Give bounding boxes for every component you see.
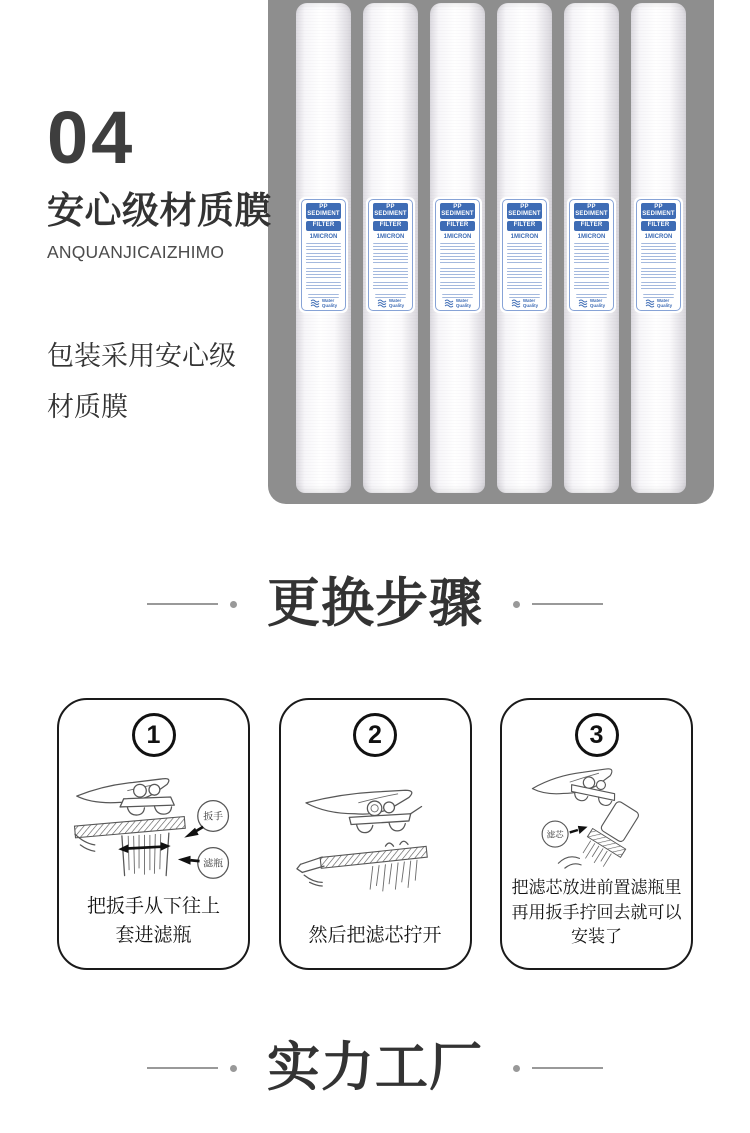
- label-brand-row: [310, 298, 337, 308]
- label-band-pp-sediment: PP SEDIMENT: [574, 203, 609, 219]
- label-fineprint: [373, 253, 407, 265]
- callout-bottle-label: 滤瓶: [203, 858, 224, 870]
- label-band-filter: FILTER: [440, 221, 475, 231]
- caption-line: 再用扳手拧回去就可以: [511, 902, 682, 922]
- label-micron: 1MICRON: [309, 233, 338, 240]
- label-fineprint: [375, 294, 406, 298]
- filter-label-inner: [569, 199, 614, 311]
- filter-label: [433, 197, 482, 313]
- label-band-filter: FILTER: [507, 221, 542, 231]
- label-fineprint: [440, 253, 474, 265]
- heading-line-right: [532, 1067, 603, 1069]
- label-fineprint: [442, 294, 473, 298]
- brand-line-1: Water: [656, 297, 670, 303]
- brand-line-2: Quality: [455, 302, 472, 308]
- label-brand-text: [322, 298, 337, 308]
- label-fineprint: [641, 282, 675, 290]
- filter-label: [567, 197, 616, 313]
- label-band-pp-sediment: PP SEDIMENT: [440, 203, 475, 219]
- label-fineprint: [507, 243, 541, 250]
- filter-label: [500, 197, 549, 313]
- label-fineprint: [373, 268, 407, 279]
- heading-dot-right: [513, 601, 520, 608]
- label-band-pp-sediment: PP SEDIMENT: [306, 203, 341, 219]
- callout-cartridge-label: 滤芯: [546, 828, 564, 839]
- steps-row: [57, 698, 693, 970]
- water-quality-logo-icon: [444, 298, 454, 308]
- heading-dot-right: [513, 1065, 520, 1072]
- label-micron: 1MICRON: [443, 233, 472, 240]
- factory-section-heading: [0, 1038, 750, 1099]
- caption-line: 安装了: [571, 927, 622, 947]
- label-brand-text: [456, 298, 471, 308]
- brand-line-1: Water: [455, 297, 469, 303]
- label-fineprint: [373, 243, 407, 250]
- brand-line-1: Water: [321, 297, 335, 303]
- section-number: 04: [47, 96, 136, 179]
- section-intro: [47, 96, 282, 434]
- label-fineprint: [574, 268, 608, 279]
- step-card-2: [279, 698, 472, 970]
- label-fineprint: [306, 282, 340, 290]
- label-brand-row: [444, 298, 471, 308]
- label-fineprint: [373, 282, 407, 290]
- filter-label-inner: [502, 199, 547, 311]
- step-1-caption: [87, 893, 220, 950]
- label-fineprint: [440, 282, 474, 290]
- label-fineprint: [507, 282, 541, 290]
- filter-label-inner: [301, 199, 346, 311]
- label-brand-text: [590, 298, 605, 308]
- steps-heading-text: 更换步骤: [267, 574, 483, 633]
- water-quality-logo-icon: [578, 298, 588, 308]
- section-subtitle-pinyin: ANQUANJICAIZHIMO: [47, 242, 225, 262]
- label-band-pp-sediment: PP SEDIMENT: [641, 203, 676, 219]
- label-fineprint: [574, 253, 608, 265]
- filter-cartridge: [363, 3, 418, 493]
- step-card-3: [500, 698, 693, 970]
- caption-line: 套进滤瓶: [115, 924, 192, 946]
- heading-line-left: [147, 603, 218, 605]
- brand-line-2: Quality: [321, 302, 338, 308]
- label-fineprint: [306, 243, 340, 250]
- heading-line-left: [147, 1067, 218, 1069]
- label-brand-row: [645, 298, 672, 308]
- label-fineprint: [308, 294, 339, 298]
- label-fineprint: [574, 243, 608, 250]
- step-number-badge: 1: [132, 713, 176, 757]
- label-band-filter: FILTER: [641, 221, 676, 231]
- section-description: [47, 331, 282, 434]
- brand-line-2: Quality: [656, 302, 673, 308]
- filter-label-inner: [368, 199, 413, 311]
- section-title: 安心级材质膜: [47, 190, 272, 231]
- step-1-illustration: [65, 757, 242, 893]
- heading-dot-left: [230, 1065, 237, 1072]
- label-fineprint: [643, 294, 674, 298]
- label-brand-row: [377, 298, 404, 308]
- filter-label-inner: [636, 199, 681, 311]
- step-2-caption: [308, 922, 441, 951]
- label-fineprint: [507, 253, 541, 265]
- brand-line-1: Water: [388, 297, 402, 303]
- label-band-pp-sediment: PP SEDIMENT: [507, 203, 542, 219]
- label-micron: 1MICRON: [376, 233, 405, 240]
- water-quality-logo-icon: [645, 298, 655, 308]
- step-3-caption: [512, 876, 682, 950]
- caption-line: 把扳手从下往上: [86, 896, 220, 917]
- water-quality-logo-icon: [377, 298, 387, 308]
- water-quality-logo-icon: [310, 298, 320, 308]
- steps-section-heading: [0, 574, 750, 635]
- factory-heading-text: 实力工厂: [267, 1038, 483, 1097]
- label-band-filter: FILTER: [373, 221, 408, 231]
- label-band-filter: FILTER: [574, 221, 609, 231]
- label-band-pp-sediment: PP SEDIMENT: [373, 203, 408, 219]
- filter-label: [299, 197, 348, 313]
- water-quality-logo-icon: [511, 298, 521, 308]
- filter-cartridge: [430, 3, 485, 493]
- product-photo-panel: [268, 0, 714, 504]
- label-micron: 1MICRON: [644, 233, 673, 240]
- step-card-1: [57, 698, 250, 970]
- label-band-filter: FILTER: [306, 221, 341, 231]
- filter-label: [634, 197, 683, 313]
- label-fineprint: [576, 294, 607, 298]
- caption-line: 然后把滤芯拧开: [308, 924, 442, 946]
- callout-wrench-label: 扳手: [203, 811, 224, 823]
- heading-line-right: [532, 603, 603, 605]
- label-brand-row: [511, 298, 538, 308]
- brand-line-2: Quality: [522, 302, 539, 308]
- label-fineprint: [440, 243, 474, 250]
- filter-cartridge: [296, 3, 351, 493]
- caption-line: 把滤芯放进前置滤瓶里: [511, 878, 682, 898]
- filter-label: [366, 197, 415, 313]
- label-fineprint: [306, 268, 340, 279]
- filter-cartridge: [631, 3, 686, 493]
- label-fineprint: [574, 282, 608, 290]
- heading-dot-left: [230, 601, 237, 608]
- description-line: 材质膜: [47, 392, 128, 423]
- label-fineprint: [641, 253, 675, 265]
- label-fineprint: [509, 294, 540, 298]
- step-2-illustration: [287, 757, 464, 922]
- label-fineprint: [507, 268, 541, 279]
- label-fineprint: [306, 253, 340, 265]
- filter-cartridge: [497, 3, 552, 493]
- step-number-badge: 2: [353, 713, 397, 757]
- label-fineprint: [641, 243, 675, 250]
- brand-line-1: Water: [589, 297, 603, 303]
- brand-line-2: Quality: [589, 302, 606, 308]
- step-number-badge: 3: [575, 713, 619, 757]
- label-micron: 1MICRON: [510, 233, 539, 240]
- brand-line-1: Water: [522, 297, 536, 303]
- label-fineprint: [641, 268, 675, 279]
- step-3-illustration: [508, 757, 685, 876]
- label-brand-text: [657, 298, 672, 308]
- description-line: 包装采用安心级: [47, 341, 236, 371]
- brand-line-2: Quality: [388, 302, 405, 308]
- filter-cartridge: [564, 3, 619, 493]
- filter-label-inner: [435, 199, 480, 311]
- filters-row: [268, 3, 714, 493]
- label-micron: 1MICRON: [577, 233, 606, 240]
- label-fineprint: [440, 268, 474, 279]
- label-brand-row: [578, 298, 605, 308]
- label-brand-text: [389, 298, 404, 308]
- label-brand-text: [523, 298, 538, 308]
